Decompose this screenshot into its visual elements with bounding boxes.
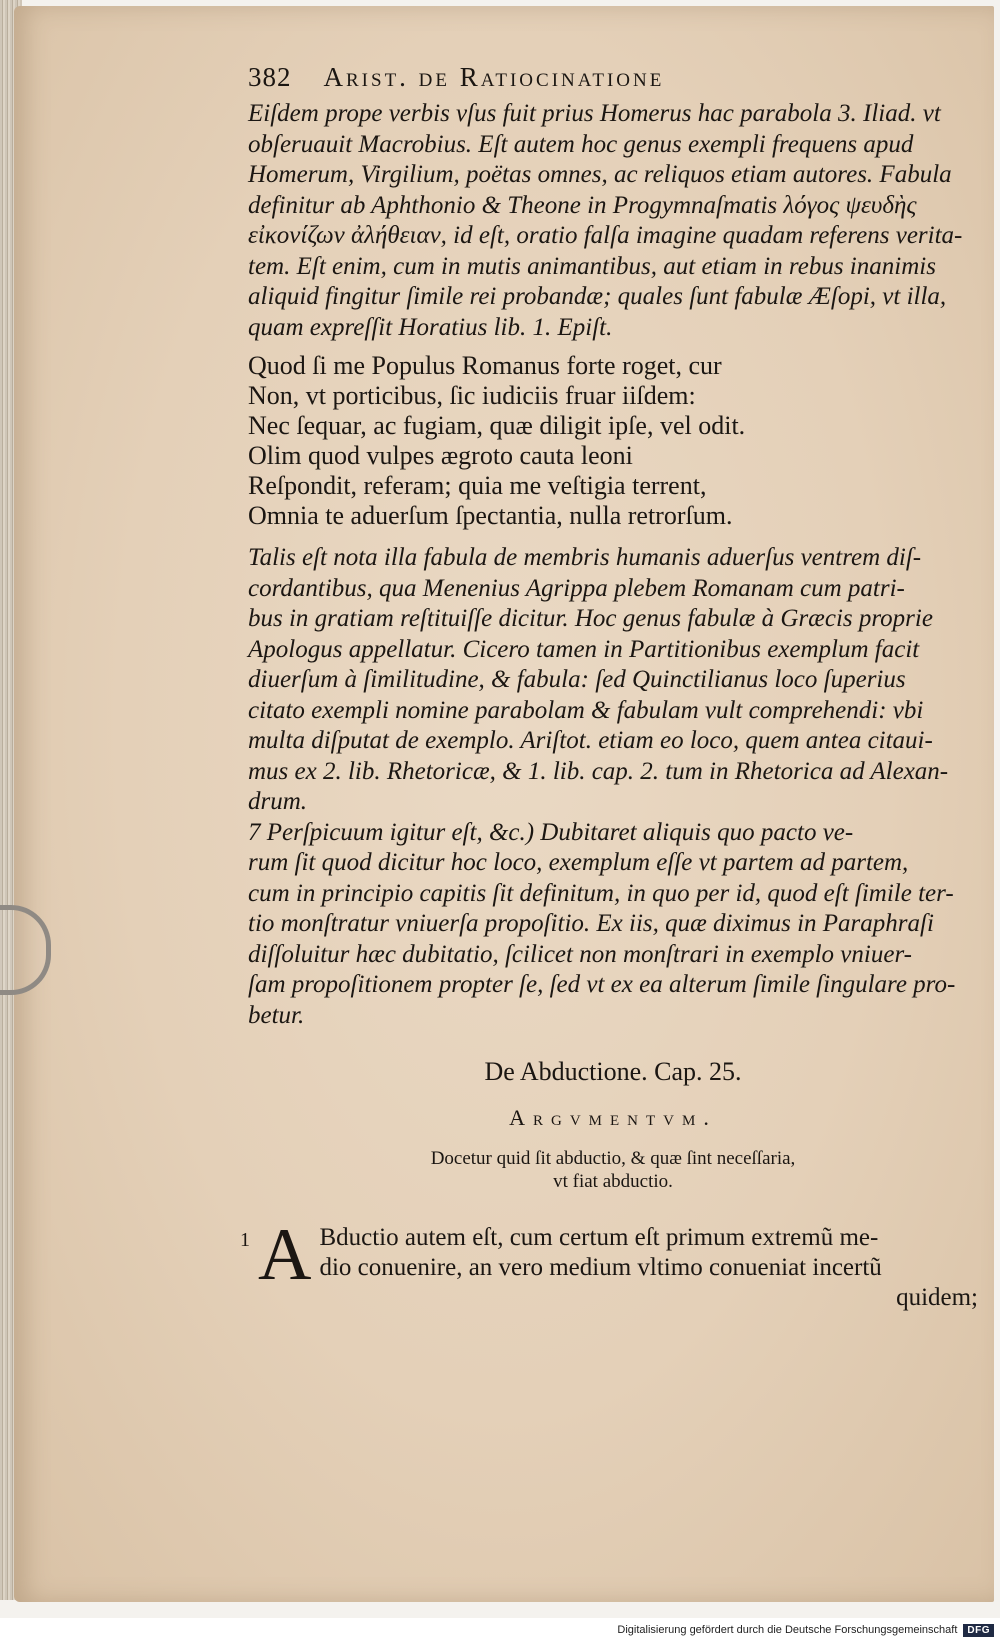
text-line: multa diſputat de exemplo. Ariſtot. etiam eo loco, quem antea citaui-: [248, 727, 933, 754]
verse-line: Reſpondit, referam; quia me veſtigia terrent,: [248, 471, 707, 500]
text-line: Bductio autem eſt, cum certum eſt primum extremũ me-: [319, 1224, 879, 1251]
italic-paragraph: [248, 99, 978, 343]
text-line: εἰκονίζων ἀλήθειαν, id eſt, oratio falſa imagine quadam referens verita-: [248, 222, 963, 249]
text-line: citato exempli nomine parabolam & fabulam vult comprehendi: vbi: [248, 696, 924, 724]
text-line: mus ex 2. lib. Rhetoricæ, & 1. lib. cap. 2. tum in Rhetorica ad Alexan-: [248, 757, 949, 785]
verse-line: Quod ſi me Populus Romanus forte roget, cur: [248, 351, 722, 380]
catchword: quidem;: [896, 1284, 978, 1311]
verse-line: Non, vt porticibus, ſic iudiciis fruar iiſdem:: [248, 381, 696, 410]
text-line: quam expreſſit Horatius lib. 1. Epiſt.: [248, 313, 613, 341]
text-line: tio monſtratur vniuerſa propoſitio. Ex iis, quæ diximus in Paraphraſi: [248, 910, 934, 937]
text-line: 7 Perſpicuum igitur eſt, &c.) Dubitaret aliquis quo pacto ve-: [248, 818, 854, 846]
text-line: diſſoluitur hæc dubitatio, ſcilicet non monſtrari in exemplo vniuer-: [248, 940, 913, 968]
text-line: obſeruauit Macrobius. Eſt autem hoc genus exempli frequens apud: [248, 130, 914, 158]
summary-line: Docetur quid ſit abductio, & quæ ſint neceſſaria,: [430, 1148, 796, 1169]
verse-line: Omnia te aduerſum ſpectantia, nulla retrorſum.: [248, 501, 733, 530]
text-line: diuerſum à ſimilitudine, & fabula: ſed Quinctilianus loco ſuperius: [248, 666, 906, 693]
text-line: dio conuenire, an vero medium vltimo conueniat incertũ: [319, 1254, 882, 1281]
text-line: aliquid fingitur ſimile rei probandæ; quales ſunt fabulæ Æſopi, vt illa,: [248, 283, 947, 310]
dfg-logo-icon: DFG: [963, 1624, 994, 1637]
chapter-heading: De Abductione. Cap. 25.: [484, 1057, 742, 1086]
text-line: Talis eſt nota illa fabula de membris humanis aduerſus ventrem diſ-: [248, 544, 922, 571]
text-line: cum in principio capitis ſit definitum, in quo per id, quod eſt ſimile ter-: [248, 879, 954, 907]
drop-cap: A: [258, 1214, 312, 1296]
digitization-footer: [0, 1618, 1000, 1642]
argumentum-label: Argvmentvm.: [509, 1105, 717, 1130]
text-line: drum.: [248, 788, 308, 815]
margin-number: 1: [240, 1229, 250, 1251]
text-area: [240, 62, 978, 1313]
running-head: [248, 62, 978, 93]
commentary-paragraph: [248, 543, 978, 1031]
footer-credit: Digitalisierung gefördert durch die Deutsche Forschungsgemeinschaft: [617, 1624, 958, 1636]
page-number: 382: [248, 62, 292, 92]
verse-line: Nec ſequar, ac fugiam, quæ diligit ipſe, vel odit.: [248, 411, 746, 440]
verse-line: Olim quod vulpes ægroto cauta leoni: [248, 441, 633, 470]
text-line: cordantibus, qua Menenius Agrippa plebem Romanam cum patri-: [248, 574, 905, 602]
text-line: betur.: [248, 1001, 305, 1029]
text-line: tem. Eſt enim, cum in mutis animantibus, aut etiam in rebus inanimis: [248, 252, 936, 280]
text-line: Homerum, Virgilium, poëtas omnes, ac reliquos etiam autores. Fabula: [248, 161, 952, 188]
text-line: rum ſit quod dicitur hoc loco, exemplum eſſe vt partem ad partem,: [248, 849, 909, 876]
text-line: definitur ab Aphthonio & Theone in Progymnaſmatis λόγος ψευδὴς: [248, 191, 917, 219]
text-line: Apologus appellatur. Cicero tamen in Partitionibus exemplum facit: [248, 635, 920, 663]
verse-quotation: [248, 351, 978, 531]
summary-line: vt fiat abductio.: [553, 1171, 673, 1192]
running-title: Arist. de Ratiocinatione: [323, 62, 665, 92]
text-line: Eiſdem prope verbis vſus fuit prius Homerus hac parabola 3. Iliad. vt: [248, 100, 941, 127]
body-paragraph: [240, 1214, 978, 1313]
text-line: ſam propoſitionem propter ſe, ſed vt ex ea alterum ſimile ſingulare pro-: [248, 971, 956, 998]
text-line: bus in gratiam reſtituiſſe dicitur. Hoc genus fabulæ à Græcis proprie: [248, 605, 933, 632]
chapter-summary: [248, 1147, 978, 1193]
